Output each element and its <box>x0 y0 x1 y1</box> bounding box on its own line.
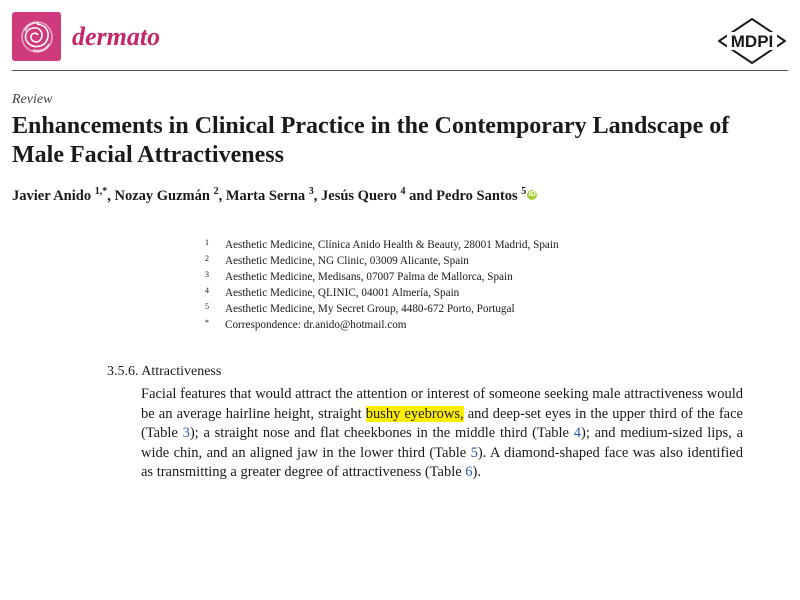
author-name[interactable]: Javier Anido <box>12 187 92 204</box>
affiliation-text: Aesthetic Medicine, My Secret Group, 4480-672 Porto, Portugal <box>225 303 515 315</box>
affiliation-text: Aesthetic Medicine, Clínica Anido Health & Beauty, 28001 Madrid, Spain <box>225 239 559 251</box>
affiliation-number: 2 <box>205 254 209 263</box>
affiliation-text: Aesthetic Medicine, NG Clinic, 03009 Alicante, Spain <box>225 255 469 267</box>
section-heading: 3.5.6. Attractiveness <box>107 364 222 379</box>
affiliation-item <box>197 269 559 285</box>
author-name[interactable]: Marta Serna <box>225 187 306 204</box>
journal-logo <box>12 12 61 61</box>
author-name[interactable]: Jesús Quero <box>321 187 397 204</box>
affiliation-item <box>197 253 559 269</box>
affiliation-item <box>197 301 559 317</box>
author-name[interactable]: Nozay Guzmán <box>114 187 210 204</box>
table-reference-link[interactable]: 5 <box>470 444 478 461</box>
correspondence-item <box>197 317 559 333</box>
affiliation-text: Aesthetic Medicine, QLINIC, 04001 Almería, Spain <box>225 287 460 299</box>
affiliation-text: Aesthetic Medicine, Medisans, 07007 Palma de Mallorca, Spain <box>225 271 513 283</box>
header-divider <box>12 70 788 71</box>
affiliation-number: 5 <box>205 302 209 311</box>
highlighted-text[interactable]: bushy eyebrows, <box>365 405 464 422</box>
journal-name: dermato <box>72 22 161 51</box>
author-affiliation-mark: 2 <box>213 186 219 197</box>
affiliation-item <box>197 237 559 253</box>
affiliation-number: 4 <box>205 286 209 295</box>
author-affiliation-mark: 4 <box>400 186 406 197</box>
table-reference-link[interactable]: 3 <box>182 425 190 441</box>
author-list: Javier Anido $^{1,*}$, Nozay Guzmán $^2$, Marta Serna $^3$, Jesús Quero $^4$ and Pedro Santos $^5$ iD <box>12 186 536 204</box>
orcid-icon[interactable]: iD <box>528 190 536 198</box>
body-paragraph: Facial features that would attract the attention or interest of someone seeking male attractiveness would be an average hairline height, straight bushy eyebrows, and deep-set eyes in the upper third of the face (Table 3); a straight nose and flat cheekbones in the middle third (Table 4); and medium-sized lips, a wide chin, and an aligned jaw in the lower third (Table 5). A diamond-shaped face was also identified as transmitting a greater degree of attractiveness (Table 6). <box>141 386 744 480</box>
affiliation-list <box>197 237 559 333</box>
mdpi-logo-text: MDPI <box>730 32 774 51</box>
author-affiliation-mark: 5 <box>521 186 527 197</box>
table-reference-link[interactable]: 4 <box>573 425 581 441</box>
article-type: Review <box>12 92 53 107</box>
affiliation-number: 3 <box>205 270 209 279</box>
affiliation-item <box>197 285 559 301</box>
author-affiliation-mark: 3 <box>308 186 314 197</box>
rose-icon <box>17 17 57 57</box>
mdpi-logo[interactable] <box>718 18 786 64</box>
correspondence-mark: * <box>205 318 209 327</box>
author-name[interactable]: Pedro Santos <box>436 187 518 204</box>
author-affiliation-mark: 1,* <box>94 186 108 197</box>
correspondence-text: Correspondence: dr.anido@hotmail.com <box>225 319 407 331</box>
table-reference-link[interactable]: 6 <box>465 464 473 480</box>
affiliation-number: 1 <box>205 238 209 247</box>
article-title: Enhancements in Clinical Practice in the Contemporary Landscape of Male Facial Attractiveness <box>12 113 730 168</box>
